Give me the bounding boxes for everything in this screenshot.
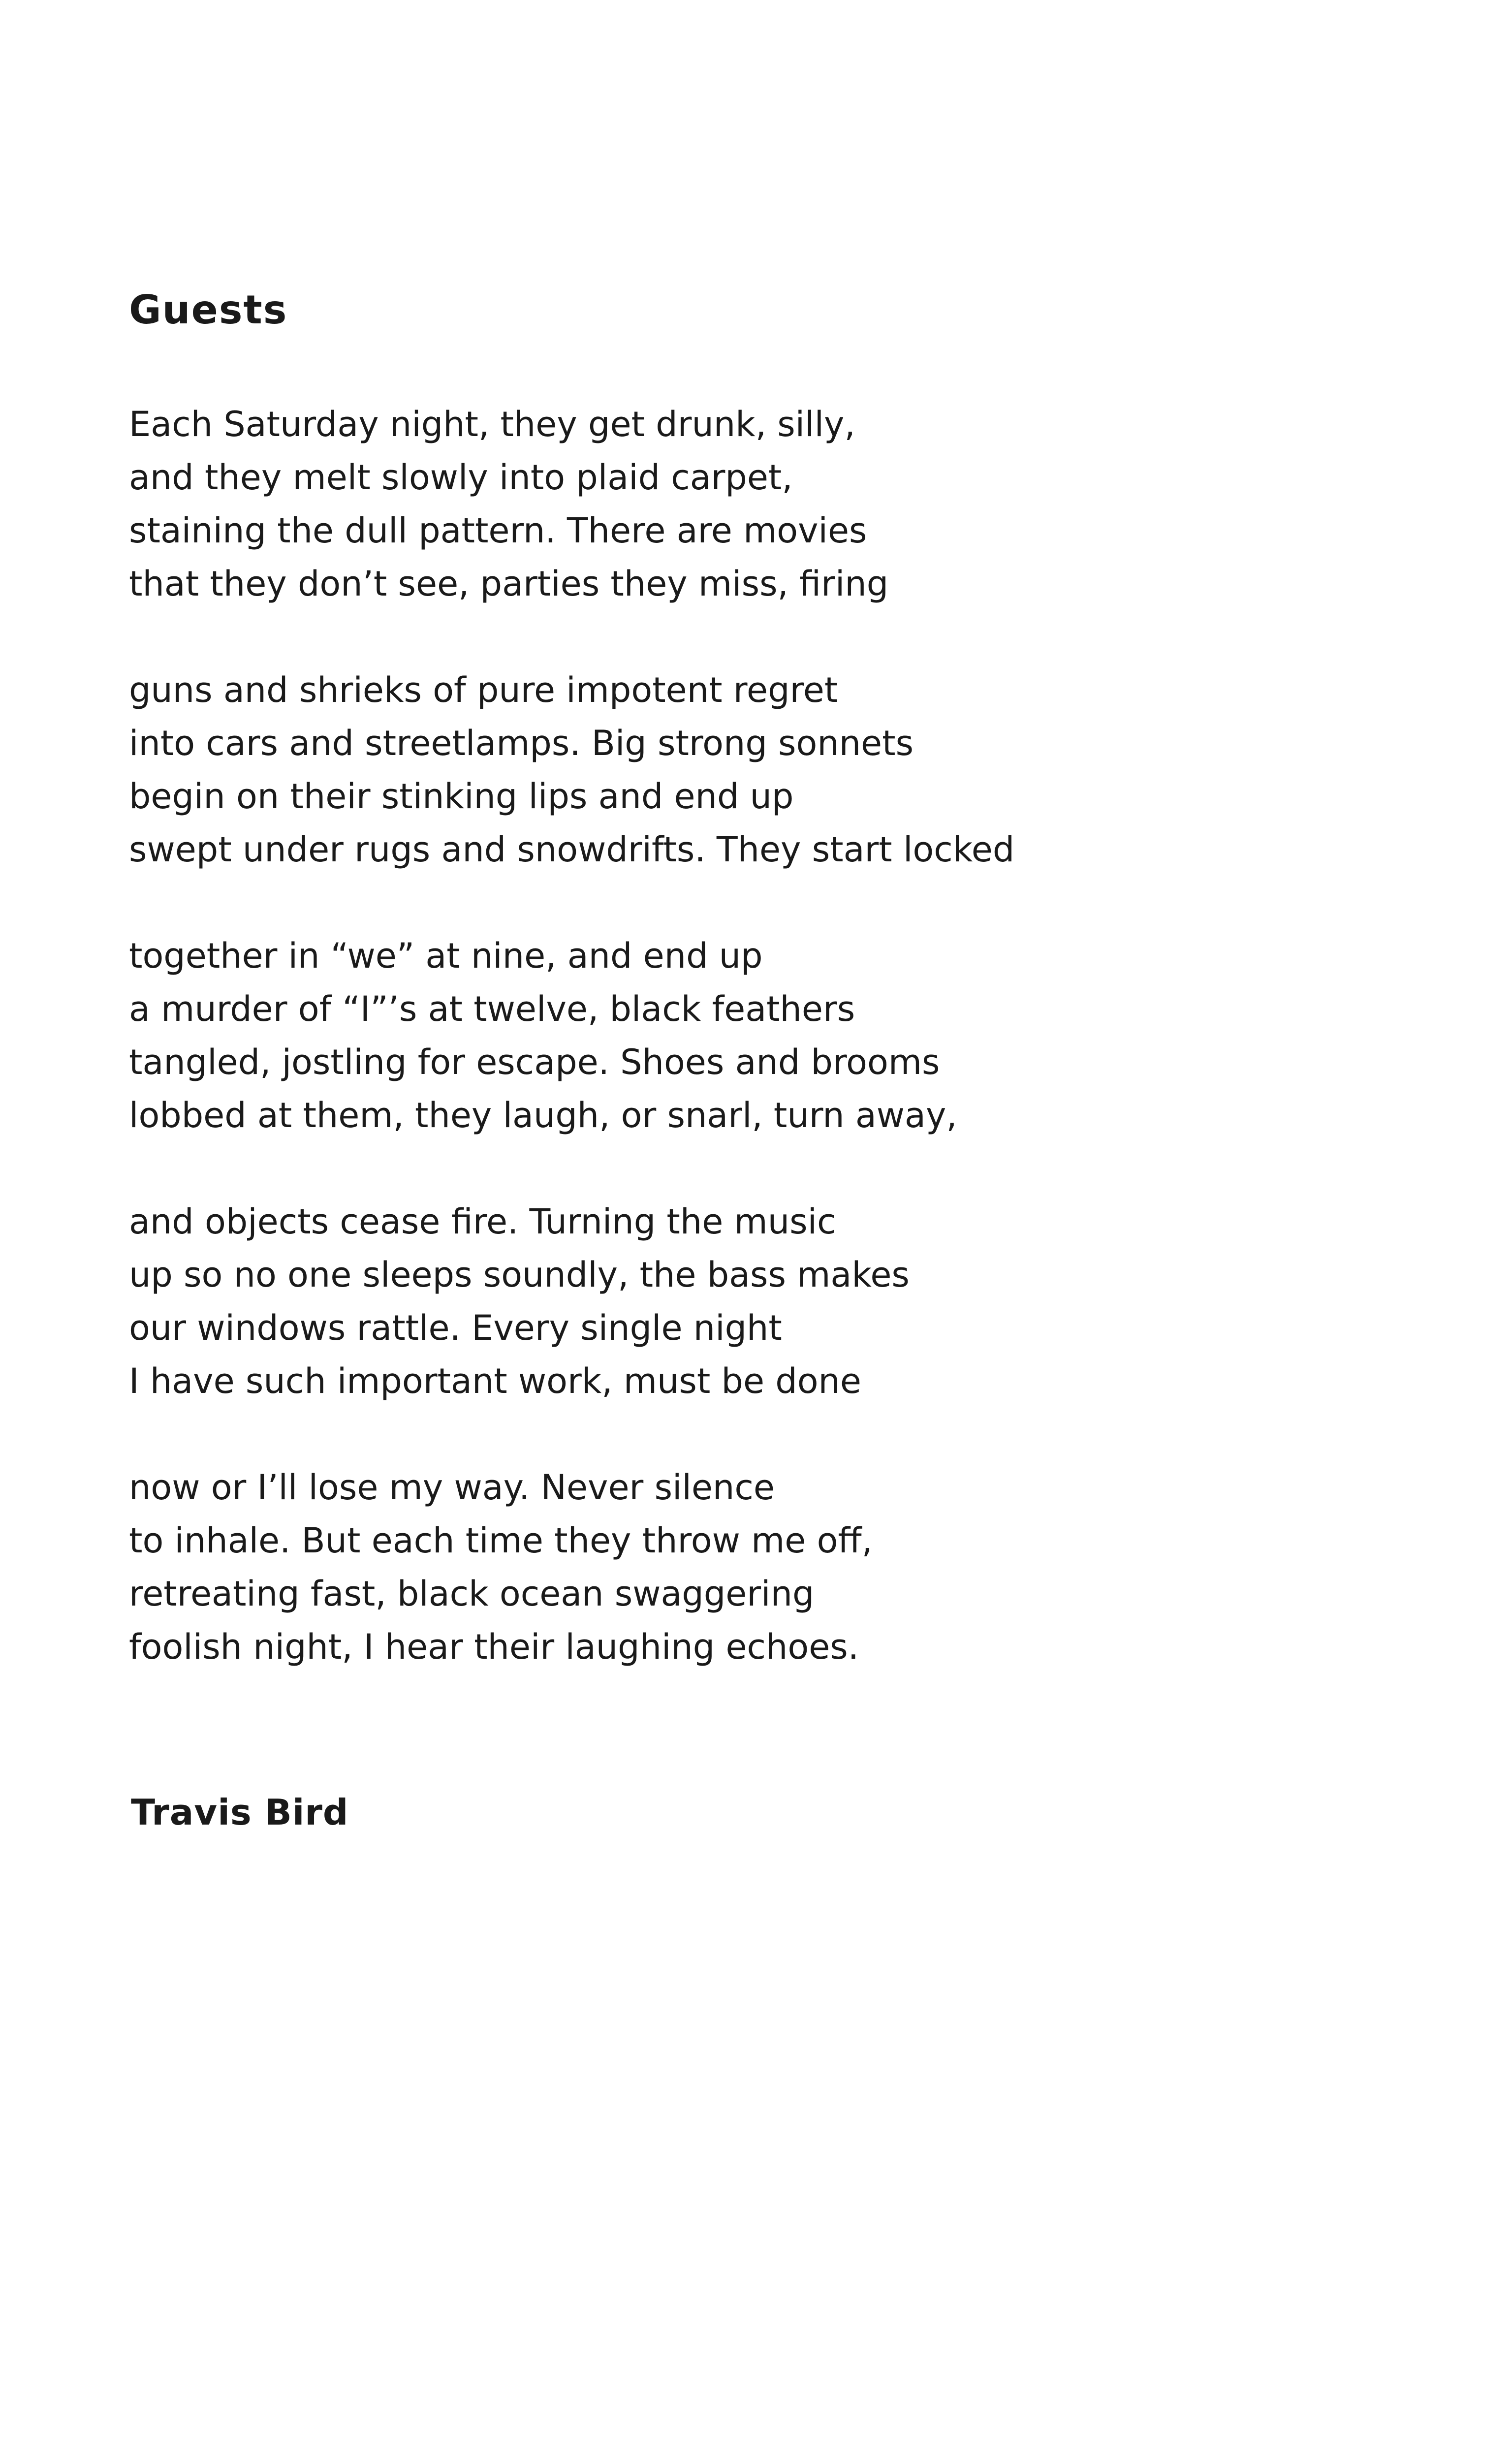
poem-line: tangled, jostling for escape. Shoes and brooms	[129, 1042, 940, 1082]
poem-line: now or I’ll lose my way. Never silence	[129, 1467, 775, 1508]
poem-line: and objects cease fire. Turning the music	[129, 1201, 836, 1242]
poem-title: Guests	[129, 287, 288, 333]
poem-line: up so no one sleeps soundly, the bass makes	[129, 1255, 910, 1295]
stanza	[129, 1195, 1310, 1408]
stanza	[129, 1461, 1310, 1673]
stanza	[129, 929, 1310, 1142]
poem-line: into cars and streetlamps. Big strong sonnets	[129, 723, 914, 763]
poem-line: staining the dull pattern. There are movies	[129, 510, 867, 551]
poem-line: our windows rattle. Every single night	[129, 1308, 782, 1348]
poem-line: to inhale. But each time they throw me off,	[129, 1520, 873, 1561]
poem-line: a murder of “I”’s at twelve, black feathers	[129, 989, 855, 1029]
poem-line: guns and shrieks of pure impotent regret	[129, 670, 838, 710]
poem-line: swept under rugs and snowdrifts. They start locked	[129, 829, 1015, 870]
stanza	[129, 663, 1310, 876]
poem-line: I have such important work, must be done	[129, 1361, 861, 1401]
author-name: Travis Bird	[131, 1792, 349, 1833]
poem-line: lobbed at them, they laugh, or snarl, turn away,	[129, 1095, 957, 1136]
poem-line: together in “we” at nine, and end up	[129, 936, 763, 976]
poem-line: begin on their stinking lips and end up	[129, 776, 794, 817]
poem-line: retreating fast, black ocean swaggering	[129, 1574, 815, 1614]
poem-line: and they melt slowly into plaid carpet,	[129, 457, 793, 498]
poem-line: Each Saturday night, they get drunk, silly,	[129, 404, 855, 444]
stanza	[129, 398, 1310, 610]
poem-line: that they don’t see, parties they miss, firing	[129, 564, 889, 604]
poem-body	[129, 398, 1310, 1727]
poem-line: foolish night, I hear their laughing echoes.	[129, 1627, 859, 1667]
